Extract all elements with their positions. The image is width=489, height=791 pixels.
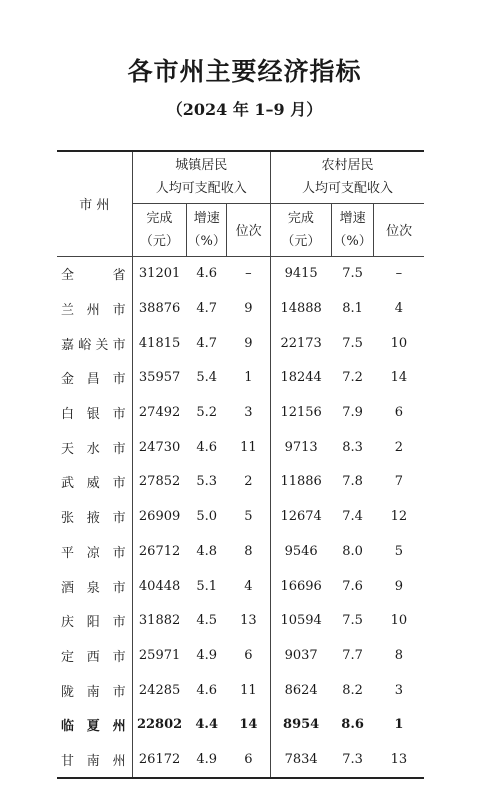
table-row <box>57 430 424 465</box>
urban-growth-cell: 5.1 <box>196 578 218 594</box>
table-row <box>57 638 424 673</box>
urban-rank-cell: 1 <box>244 370 253 386</box>
urban-income-cell: 35957 <box>132 361 186 396</box>
table-body <box>57 256 424 778</box>
urban-growth-cell: 4.6 <box>196 439 218 455</box>
page-title: 各市州主要经济指标 <box>127 57 362 86</box>
rural-rank-cell: 4 <box>394 301 404 317</box>
urban-value-header-l2: （元） <box>139 233 179 249</box>
table-row <box>57 673 424 708</box>
city-cell: 定西市 <box>61 649 126 665</box>
urban-income-cell: 41815 <box>132 326 186 361</box>
urban-rank-cell: 6 <box>244 647 253 663</box>
city-cell: 酒泉市 <box>61 580 126 596</box>
urban-value-header-l1: 完成 <box>146 210 173 226</box>
urban-income-cell: 27492 <box>132 395 186 430</box>
city-cell: 张掖市 <box>61 511 126 527</box>
city-cell: 全省 <box>61 268 126 284</box>
rural-rank-cell: – <box>395 266 403 282</box>
rural-rank-header: 位次 <box>374 203 424 256</box>
urban-growth-cell: 4.5 <box>196 613 218 629</box>
rural-income-cell: 11886 <box>270 465 331 500</box>
rural-income-cell: 9546 <box>270 534 331 569</box>
urban-rank-cell: 6 <box>227 742 271 778</box>
rural-rank-cell: 12 <box>390 509 408 525</box>
urban-growth-cell: 4.9 <box>196 647 218 663</box>
table-row <box>57 742 424 778</box>
rural-income-cell: 10594 <box>270 603 331 638</box>
rural-rank-cell: 7 <box>394 474 404 490</box>
rural-value-header-l1: 完成 <box>287 210 314 226</box>
urban-rank-cell: 9 <box>244 301 253 317</box>
rural-growth-cell: 8.6 <box>341 717 364 733</box>
urban-growth-cell: 4.9 <box>187 742 227 778</box>
rural-rank-cell: 8 <box>394 647 404 663</box>
urban-rank-cell: 13 <box>240 613 257 629</box>
rural-income-cell: 9037 <box>270 638 331 673</box>
urban-income-cell: 31882 <box>132 603 186 638</box>
table-row <box>57 326 424 361</box>
table-row <box>57 465 424 500</box>
urban-rank-cell: 8 <box>244 543 253 559</box>
rural-income-cell: 14888 <box>270 291 331 326</box>
rural-rank-cell: 13 <box>374 742 424 778</box>
rural-growth-cell: 7.5 <box>342 266 363 282</box>
table-row <box>57 534 424 569</box>
urban-income-cell: 24285 <box>132 673 186 708</box>
urban-income-cell: 26909 <box>132 499 186 534</box>
city-cell: 天水市 <box>61 441 126 457</box>
urban-rank-cell: 11 <box>240 682 257 698</box>
urban-growth-cell: 4.4 <box>195 717 219 733</box>
rural-growth-cell: 8.0 <box>342 543 363 559</box>
urban-income-cell: 27852 <box>132 465 186 500</box>
city-cell: 庆阳市 <box>61 615 126 631</box>
urban-growth-cell: 5.0 <box>196 509 218 525</box>
urban-growth-cell: 4.7 <box>196 301 218 317</box>
rural-income-cell: 8954 <box>270 707 331 742</box>
urban-rank-cell: 9 <box>244 335 253 351</box>
rural-rank-cell: 1 <box>394 717 404 733</box>
rural-rank-cell: 10 <box>390 335 408 351</box>
table-row <box>57 361 424 396</box>
urban-growth-cell: 5.2 <box>196 405 218 421</box>
rural-growth-header-l1: 增速 <box>339 210 366 226</box>
city-cell: 武威市 <box>61 476 126 492</box>
urban-growth-cell: 4.6 <box>196 682 218 698</box>
rural-income-cell: 12156 <box>270 395 331 430</box>
rural-growth-cell: 7.3 <box>331 742 373 778</box>
table-row <box>57 499 424 534</box>
rural-income-cell: 9415 <box>270 256 331 291</box>
rural-income-cell: 16696 <box>270 569 331 604</box>
rural-rank-cell: 6 <box>394 405 404 421</box>
urban-growth-cell: 4.7 <box>196 335 218 351</box>
city-cell: 金昌市 <box>61 372 126 388</box>
urban-growth-cell: 5.3 <box>196 474 218 490</box>
rural-growth-cell: 7.5 <box>342 335 363 351</box>
rural-growth-cell: 8.1 <box>342 301 363 317</box>
urban-growth-cell: 5.4 <box>196 370 218 386</box>
city-cell: 兰州市 <box>61 303 126 319</box>
rural-growth-cell: 7.4 <box>342 509 363 525</box>
rural-income-cell: 18244 <box>270 361 331 396</box>
urban-growth-header-l1: 增速 <box>193 210 220 226</box>
rural-income-cell: 7834 <box>270 742 331 778</box>
urban-rank-cell: 2 <box>244 474 253 490</box>
rural-income-cell: 9713 <box>270 430 331 465</box>
urban-rank-cell: 14 <box>239 717 258 733</box>
rural-group-line-1: 农村居民 <box>321 158 374 174</box>
urban-income-cell: 24730 <box>132 430 186 465</box>
table-row <box>57 256 424 291</box>
rural-rank-cell: 3 <box>394 682 404 698</box>
urban-income-cell: 25971 <box>132 638 186 673</box>
rural-rank-cell: 9 <box>394 578 404 594</box>
rural-rank-cell: 14 <box>390 370 408 386</box>
urban-growth-header-l2: （%） <box>187 233 226 249</box>
rural-value-header-l2: （元） <box>281 233 321 249</box>
rural-growth-cell: 7.8 <box>342 474 363 490</box>
rural-group-line-2: 人均可支配收入 <box>301 181 393 197</box>
rural-rank-cell: 2 <box>394 439 404 455</box>
urban-income-cell: 31201 <box>132 256 186 291</box>
economic-indicators-table <box>57 150 424 779</box>
city-cell: 陇南市 <box>61 684 126 700</box>
urban-income-cell: 22802 <box>132 707 186 742</box>
table-row <box>57 395 424 430</box>
city-cell: 临夏州 <box>61 719 126 735</box>
rural-growth-cell: 7.5 <box>342 613 363 629</box>
urban-rank-cell: 3 <box>244 405 253 421</box>
rural-growth-cell: 7.2 <box>342 370 363 386</box>
rural-growth-cell: 7.7 <box>342 647 363 663</box>
urban-income-cell: 38876 <box>132 291 186 326</box>
urban-rank-header: 位次 <box>227 203 271 256</box>
rural-rank-cell: 10 <box>390 613 408 629</box>
urban-growth-header <box>187 203 227 256</box>
table-row <box>57 291 424 326</box>
city-cell: 平凉市 <box>61 545 126 561</box>
city-column-header: 市 州 <box>57 151 132 256</box>
rural-growth-header-l2: （%） <box>333 233 372 249</box>
rural-growth-cell: 7.9 <box>342 405 363 421</box>
city-cell: 白银市 <box>61 407 126 423</box>
city-cell: 嘉峪关市 <box>61 337 126 353</box>
table-row <box>57 707 424 742</box>
urban-income-cell: 26172 <box>132 742 186 778</box>
rural-income-cell: 8624 <box>270 673 331 708</box>
table-row <box>57 569 424 604</box>
rural-growth-cell: 8.3 <box>342 439 363 455</box>
rural-income-cell: 12674 <box>270 499 331 534</box>
rural-growth-cell: 8.2 <box>342 682 363 698</box>
urban-group-line-2: 人均可支配收入 <box>155 181 247 197</box>
page-subtitle: （2024 年 1–9 月） <box>166 100 323 119</box>
urban-growth-cell: 4.8 <box>196 543 218 559</box>
rural-growth-header <box>331 203 373 256</box>
urban-rank-cell: 4 <box>244 578 253 594</box>
urban-rank-cell: – <box>245 266 252 282</box>
urban-income-cell: 26712 <box>132 534 186 569</box>
urban-growth-cell: 4.6 <box>196 266 218 282</box>
rural-income-cell: 22173 <box>270 326 331 361</box>
urban-income-cell: 40448 <box>132 569 186 604</box>
urban-rank-cell: 5 <box>244 509 253 525</box>
rural-value-header <box>270 203 331 256</box>
urban-group-line-1: 城镇居民 <box>175 158 228 174</box>
urban-value-header <box>132 203 186 256</box>
urban-rank-cell: 11 <box>240 439 257 455</box>
table-row <box>57 603 424 638</box>
rural-income-group-header <box>270 151 424 203</box>
city-cell: 甘南州 <box>57 742 132 778</box>
rural-growth-cell: 7.6 <box>342 578 363 594</box>
rural-rank-cell: 5 <box>394 543 404 559</box>
urban-income-group-header <box>132 151 270 203</box>
